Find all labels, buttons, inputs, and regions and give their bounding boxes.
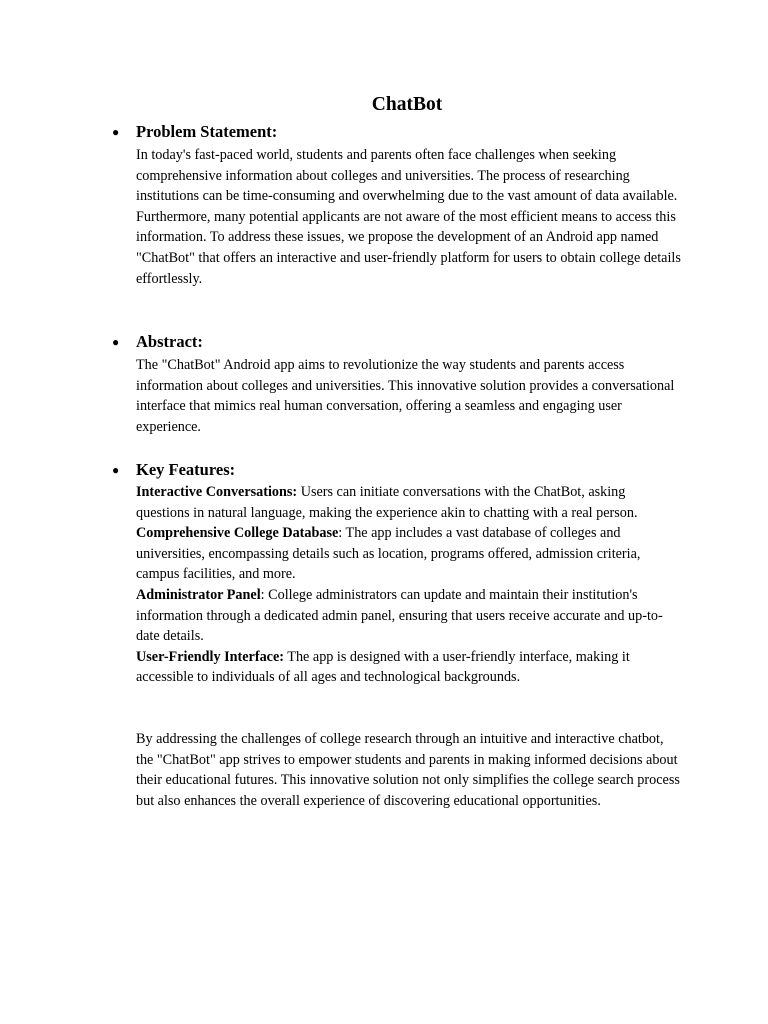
feature-label: Comprehensive College Database — [136, 525, 339, 542]
feature-text: : College administrators can update and maintain their institution's information through a dedicated admin panel, ensuring that users receive accurate and up-to-date details. — [136, 586, 663, 645]
bullet-icon: ● — [112, 125, 120, 139]
feature-item-administrator-panel — [136, 585, 681, 647]
feature-item-interactive-conversations — [136, 482, 681, 523]
bullet-icon: ● — [112, 463, 120, 477]
section-heading-problem: Problem Statement: — [136, 122, 278, 141]
document-title: ChatBot — [371, 94, 443, 115]
section-text-problem — [136, 145, 681, 289]
feature-text: The app is designed with a user-friendly interface, making it accessible to individuals of all ages and technological backgrounds. — [136, 648, 630, 686]
feature-item-user-friendly-interface — [136, 647, 681, 688]
section-text-conclusion — [136, 729, 681, 811]
bullet-icon: ● — [112, 335, 120, 349]
feature-label: Interactive Conversations: — [136, 484, 298, 500]
section-heading-abstract: Abstract: — [136, 332, 203, 351]
feature-label: User-Friendly Interface: — [136, 648, 284, 665]
section-heading-features: Key Features: — [136, 460, 236, 479]
feature-item-college-database — [136, 523, 681, 585]
feature-text: Users can initiate conversations with the ChatBot, asking questions in natural language, making the experience akin to chatting with a real person. — [136, 484, 638, 521]
feature-text: : The app includes a vast database of colleges and universities, encompassing details such as location, programs offered, admission criteria, campus facilities, and more. — [136, 525, 641, 583]
features-list — [136, 482, 681, 688]
paragraph-abstract: The "ChatBot" Android app aims to revolutionize the way students and parents access information about colleges and universities. This innovative solution provides a conversational interface that mimics real human conversation, offering a seamless and engaging user experience. — [136, 357, 675, 435]
paragraph-conclusion: By addressing the challenges of college research through an intuitive and interactive chatbot, the "ChatBot" app strives to empower students and parents in making informed decisions about their educational futures. This innovative solution not only simplifies the college search process but also enhances the overall experience of discovering educational opportunities. — [136, 731, 680, 809]
section-text-abstract — [136, 355, 681, 437]
paragraph-problem: In today's fast-paced world, students and parents often face challenges when seeking comprehensive information about colleges and universities. The process of researching institutions can be time-consuming and overwhelming due to the vast amount of data available. Furthermore, many potential applicants are not aware of the most efficient means to access this information. To address these issues, we propose the development of an Android app named "ChatBot" that offers an interactive and user-friendly platform for users to obtain college details effortlessly. — [136, 147, 681, 287]
feature-label: Administrator Panel — [136, 586, 261, 603]
